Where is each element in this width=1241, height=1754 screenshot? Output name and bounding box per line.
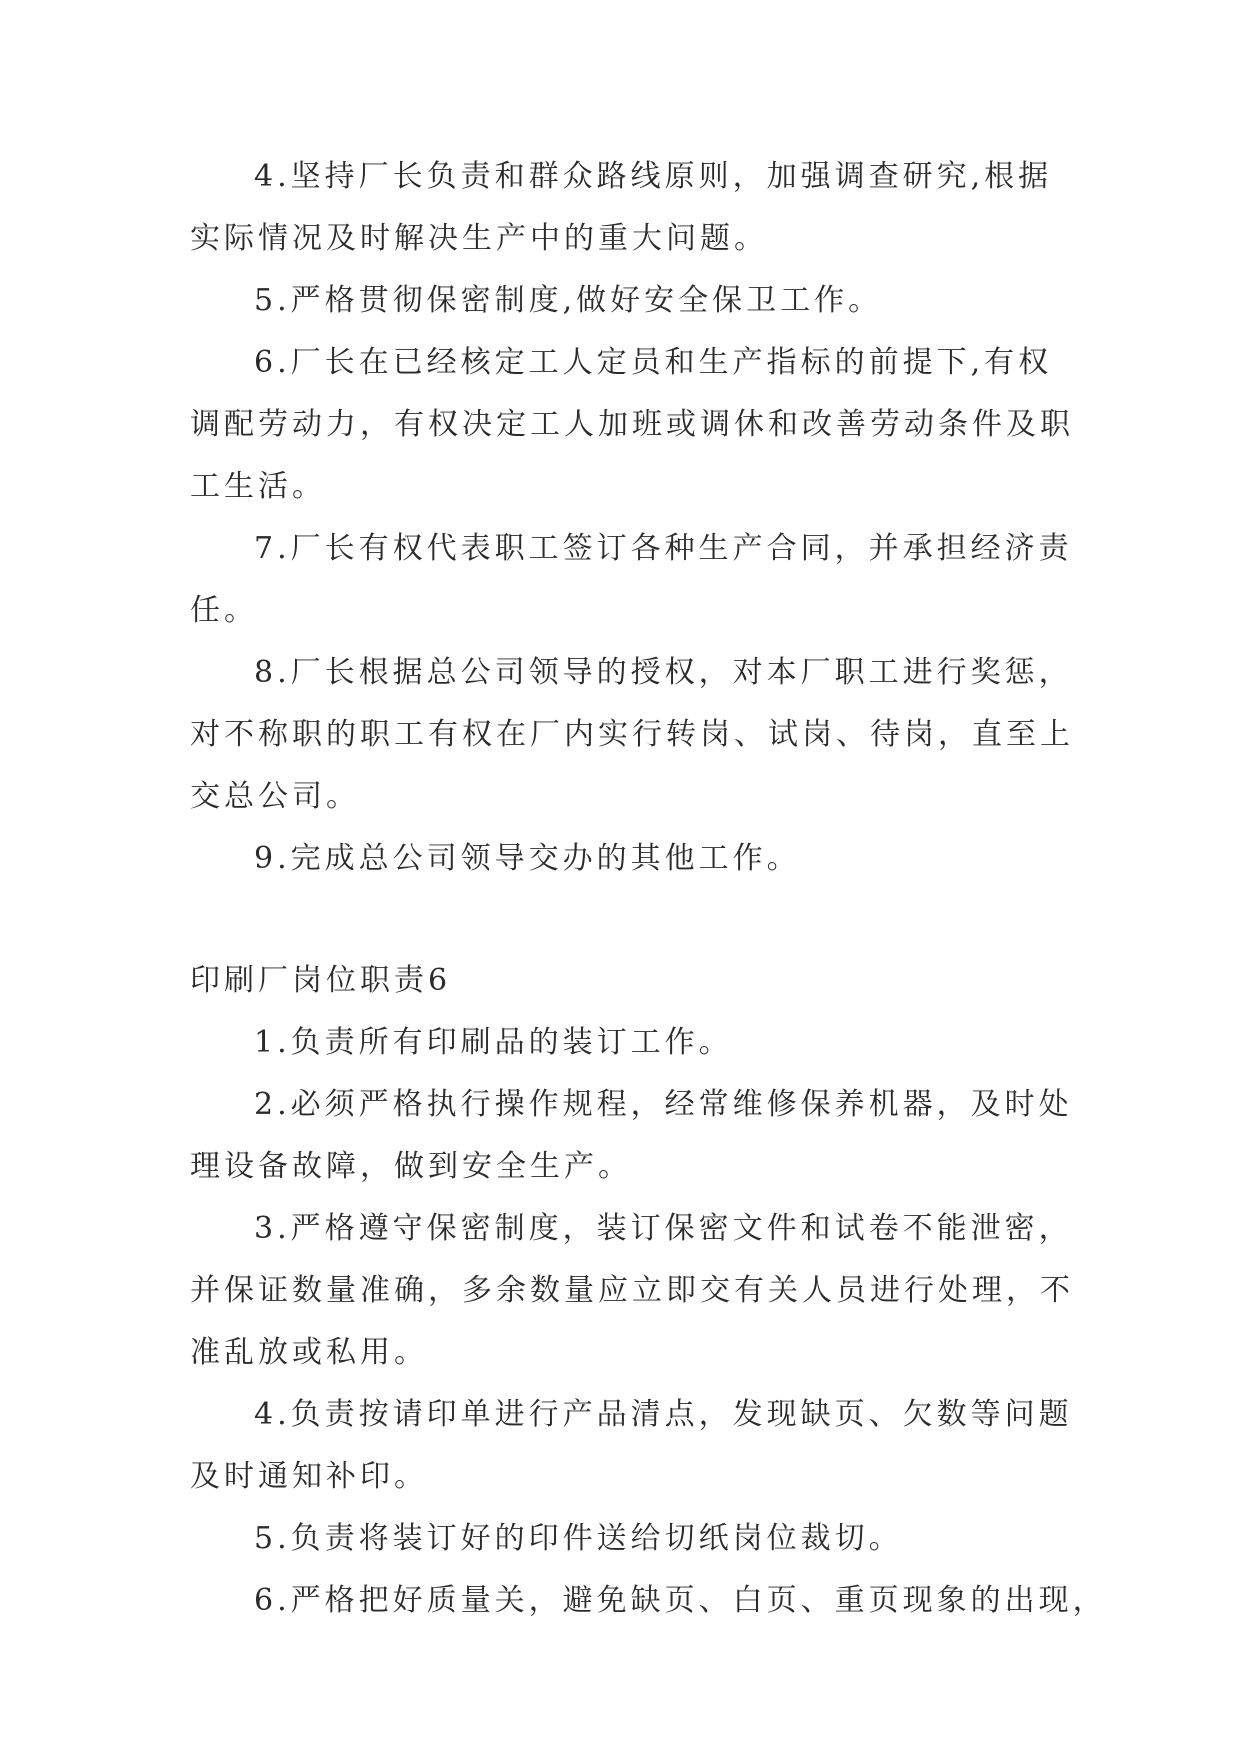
paragraph-line: 交总公司。 [190,779,360,814]
paragraph-line: 1.负责所有印刷品的装订工作。 [254,1025,733,1060]
paragraph-line: 对不称职的职工有权在厂内实行转岗、试岗、待岗，直至上 [190,717,1074,752]
section-spacer [190,890,1060,950]
paragraph-line: 5.负责将装订好的印件送给切纸岗位裁切。 [254,1521,903,1556]
paragraph-line: 9.完成总公司领导交办的其他工作。 [254,841,801,876]
document-body [190,146,1107,1632]
paragraph-line: 8.厂长根据总公司领导的授权，对本厂职工进行奖惩， [254,655,1073,690]
paragraph-line: 4.坚持厂长负责和群众路线原则，加强调查研究,根据 [254,159,1053,194]
paragraph-line: 6.严格把好质量关，避免缺页、白页、重页现象的出现， [254,1583,1107,1618]
paragraph-line: 7.厂长有权代表职工签订各种生产合同，并承担经济责 [254,531,1073,566]
paragraph-line: 3.严格遵守保密制度，装订保密文件和试卷不能泄密， [254,1211,1073,1246]
paragraph-line: 4.负责按请印单进行产品清点，发现缺页、欠数等问题 [254,1397,1073,1432]
duties-section-previous [190,146,1074,890]
paragraph-line: 调配劳动力，有权决定工人加班或调休和改善劳动条件及职 [190,407,1074,442]
section-heading: 印刷厂岗位职责6 [190,963,452,998]
paragraph-line: 工生活。 [190,469,326,504]
paragraph-line: 任。 [190,593,258,628]
paragraph-line: 2.必须严格执行操作规程，经常维修保养机器，及时处 [254,1087,1073,1122]
paragraph-line: 及时通知补印。 [190,1459,428,1494]
paragraph-line: 5.严格贯彻保密制度,做好安全保卫工作。 [254,283,883,318]
duties-section-6 [190,1012,1107,1632]
paragraph-line: 并保证数量准确，多余数量应立即交有关人员进行处理，不 [190,1273,1074,1308]
paragraph-line: 准乱放或私用。 [190,1335,428,1370]
paragraph-line: 6.厂长在已经核定工人定员和生产指标的前提下,有权 [254,345,1053,380]
paragraph-line: 实际情况及时解决生产中的重大问题。 [190,221,768,256]
paragraph-line: 理设备故障，做到安全生产。 [190,1149,632,1184]
